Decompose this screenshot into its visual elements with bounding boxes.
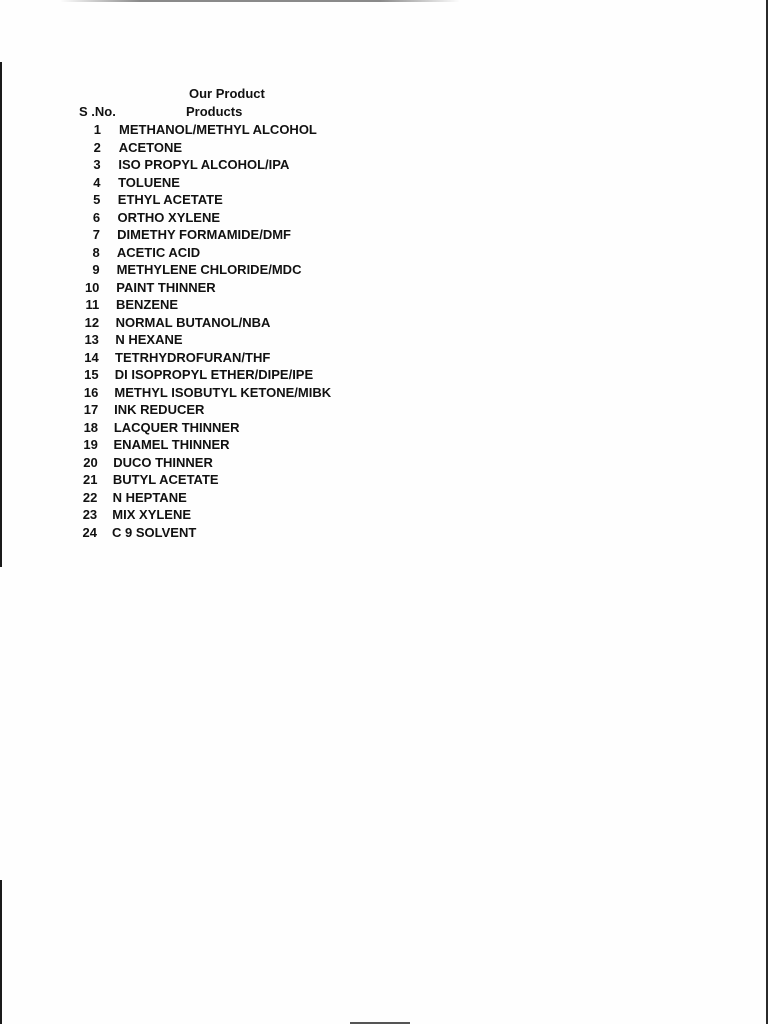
product-name: MIX XYLENE — [112, 507, 192, 522]
product-name: TETRHYDROFURAN/THF — [115, 349, 271, 365]
product-row — [0, 314, 768, 332]
product-name: ISO PROPYL ALCOHOL/IPA — [118, 157, 290, 172]
product-name: ORTHO XYLENE — [117, 209, 221, 225]
product-name: METHANOL/METHYL ALCOHOL — [119, 122, 317, 137]
product-row — [0, 471, 768, 489]
product-list — [0, 121, 768, 541]
product-serial-number: 11 — [85, 297, 100, 312]
product-row — [0, 384, 768, 402]
product-name: ACETIC ACID — [116, 244, 201, 260]
product-serial-number: 6 — [92, 209, 101, 225]
product-name: TOLUENE — [118, 174, 180, 190]
product-row — [0, 156, 768, 174]
product-row — [0, 191, 768, 209]
product-row — [0, 506, 768, 524]
product-serial-number: 16 — [83, 384, 99, 400]
scan-edge-top — [60, 0, 460, 2]
product-serial-number: 18 — [83, 419, 99, 435]
product-serial-number: 1 — [93, 122, 101, 137]
product-name: DIMETHY FORMAMIDE/DMF — [117, 227, 291, 242]
product-serial-number: 8 — [92, 244, 100, 260]
product-row — [0, 419, 768, 437]
product-serial-number: 17 — [83, 402, 99, 417]
product-serial-number: 3 — [93, 157, 101, 172]
scan-edge-left-lower — [0, 880, 2, 1024]
document-title: Our Product — [189, 86, 265, 101]
product-row — [0, 209, 768, 227]
product-name: ETHYL ACETATE — [117, 192, 223, 207]
serial-number-header: S .No. — [79, 104, 116, 119]
product-serial-number: 20 — [83, 454, 98, 470]
product-serial-number: 22 — [82, 489, 98, 505]
product-row — [0, 489, 768, 507]
product-row — [0, 454, 768, 472]
product-serial-number: 15 — [84, 367, 99, 382]
product-name: C 9 SOLVENT — [112, 524, 197, 540]
product-row — [0, 121, 768, 139]
product-serial-number: 5 — [93, 192, 101, 207]
product-row — [0, 296, 768, 314]
product-name: N HEPTANE — [112, 489, 187, 505]
product-row — [0, 331, 768, 349]
product-row — [0, 261, 768, 279]
product-serial-number: 12 — [84, 314, 100, 330]
product-name: NORMAL BUTANOL/NBA — [115, 314, 271, 330]
product-name: DI ISOPROPYL ETHER/DIPE/IPE — [114, 367, 314, 382]
product-name: INK REDUCER — [114, 402, 205, 417]
product-row — [0, 366, 768, 384]
product-row — [0, 174, 768, 192]
product-row — [0, 226, 768, 244]
product-name: PAINT THINNER — [116, 279, 216, 295]
product-serial-number: 10 — [84, 279, 100, 295]
product-name: BENZENE — [115, 297, 179, 312]
product-name: N HEXANE — [115, 332, 183, 347]
product-name: LACQUER THINNER — [113, 419, 240, 435]
product-serial-number: 2 — [93, 139, 101, 155]
product-name: METHYL ISOBUTYL KETONE/MIBK — [114, 384, 332, 400]
products-header: Products — [186, 104, 243, 119]
product-serial-number: 24 — [82, 524, 97, 540]
product-name: ENAMEL THINNER — [113, 437, 230, 452]
product-row — [0, 279, 768, 297]
product-serial-number: 23 — [82, 507, 98, 522]
product-serial-number: 9 — [92, 262, 100, 277]
product-serial-number: 14 — [84, 349, 99, 365]
product-serial-number: 7 — [92, 227, 100, 242]
product-name: BUTYL ACETATE — [112, 472, 219, 487]
product-row — [0, 349, 768, 367]
product-name: DUCO THINNER — [113, 454, 213, 470]
product-serial-number: 4 — [93, 174, 101, 190]
product-serial-number: 19 — [83, 437, 98, 452]
product-row — [0, 524, 768, 542]
product-name: METHYLENE CHLORIDE/MDC — [116, 262, 302, 277]
product-serial-number: 13 — [84, 332, 99, 347]
product-row — [0, 244, 768, 262]
product-name: ACETONE — [118, 139, 183, 155]
product-row — [0, 401, 768, 419]
product-row — [0, 436, 768, 454]
product-serial-number: 21 — [83, 472, 98, 487]
product-row — [0, 139, 768, 157]
